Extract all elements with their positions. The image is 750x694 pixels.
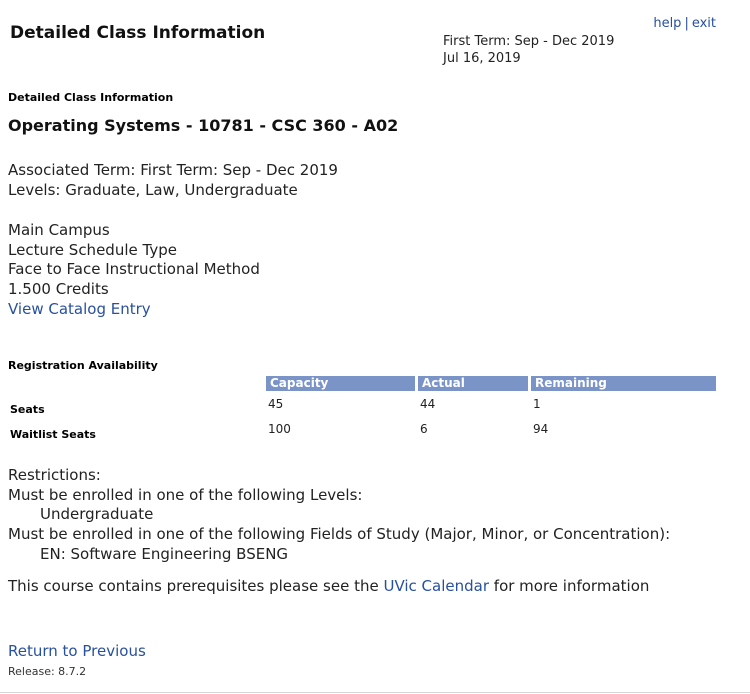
column-header-actual: Actual	[415, 376, 528, 391]
row-label-seats: Seats	[10, 403, 45, 416]
registration-availability-table	[8, 376, 716, 441]
registration-availability-caption: Registration Availability	[8, 359, 158, 372]
date-line: Jul 16, 2019	[443, 50, 521, 66]
restrictions-title: Restrictions:	[8, 466, 101, 484]
view-catalog-entry-link[interactable]: View Catalog Entry	[8, 299, 151, 318]
waitlist-capacity-value: 100	[268, 422, 291, 436]
schedule-type: Lecture Schedule Type	[8, 240, 177, 259]
return-to-previous-link[interactable]: Return to Previous	[8, 642, 146, 660]
restriction-line: Must be enrolled in one of the following Levels:	[8, 485, 363, 504]
term-levels-block	[8, 161, 338, 200]
column-header-remaining: Remaining	[528, 376, 716, 391]
levels: Levels: Graduate, Law, Undergraduate	[8, 180, 298, 199]
prerequisites-note	[8, 577, 649, 595]
table-header-row	[8, 376, 716, 391]
prereq-text-after: for more information	[489, 577, 650, 595]
prereq-text-before: This course contains prerequisites please see the	[8, 577, 384, 595]
credits: 1.500 Credits	[8, 280, 109, 299]
associated-term: Associated Term: First Term: Sep - Dec 2019	[8, 161, 338, 179]
exit-link[interactable]: exit	[691, 16, 716, 31]
row-label-waitlist-seats: Waitlist Seats	[10, 428, 96, 441]
seats-capacity-value: 45	[268, 397, 284, 411]
breadcrumb: Detailed Class Information	[8, 91, 174, 104]
campus: Main Campus	[8, 221, 110, 239]
bottom-divider	[0, 692, 750, 693]
term-line: First Term: Sep - Dec 2019	[443, 34, 615, 49]
help-link[interactable]: help	[653, 16, 682, 31]
table-row-seats	[8, 391, 716, 416]
release-version: Release: 8.7.2	[8, 665, 87, 678]
restriction-line: Must be enrolled in one of the following Fields of Study (Major, Minor, or Concentration):	[8, 525, 671, 544]
waitlist-actual-value: 6	[420, 422, 428, 436]
waitlist-remaining-value: 94	[533, 422, 549, 436]
column-header-capacity: Capacity	[263, 376, 415, 391]
course-title: Operating Systems - 10781 - CSC 360 - A02	[8, 116, 399, 135]
instructional-method: Face to Face Instructional Method	[8, 260, 260, 279]
restriction-line: Undergraduate	[40, 505, 154, 524]
seats-actual-value: 44	[420, 397, 436, 411]
page-title: Detailed Class Information	[10, 23, 266, 43]
corner-cell	[8, 376, 263, 391]
term-info	[443, 34, 614, 67]
seats-remaining-value: 1	[533, 397, 541, 411]
header-links	[653, 16, 716, 31]
link-separator: |	[684, 16, 689, 31]
uvic-calendar-link[interactable]: UVic Calendar	[383, 577, 490, 595]
restriction-line: EN: Software Engineering BSENG	[40, 544, 289, 563]
restrictions-block	[8, 466, 670, 565]
course-details-block	[8, 221, 260, 320]
table-row-waitlist-seats	[8, 416, 716, 441]
